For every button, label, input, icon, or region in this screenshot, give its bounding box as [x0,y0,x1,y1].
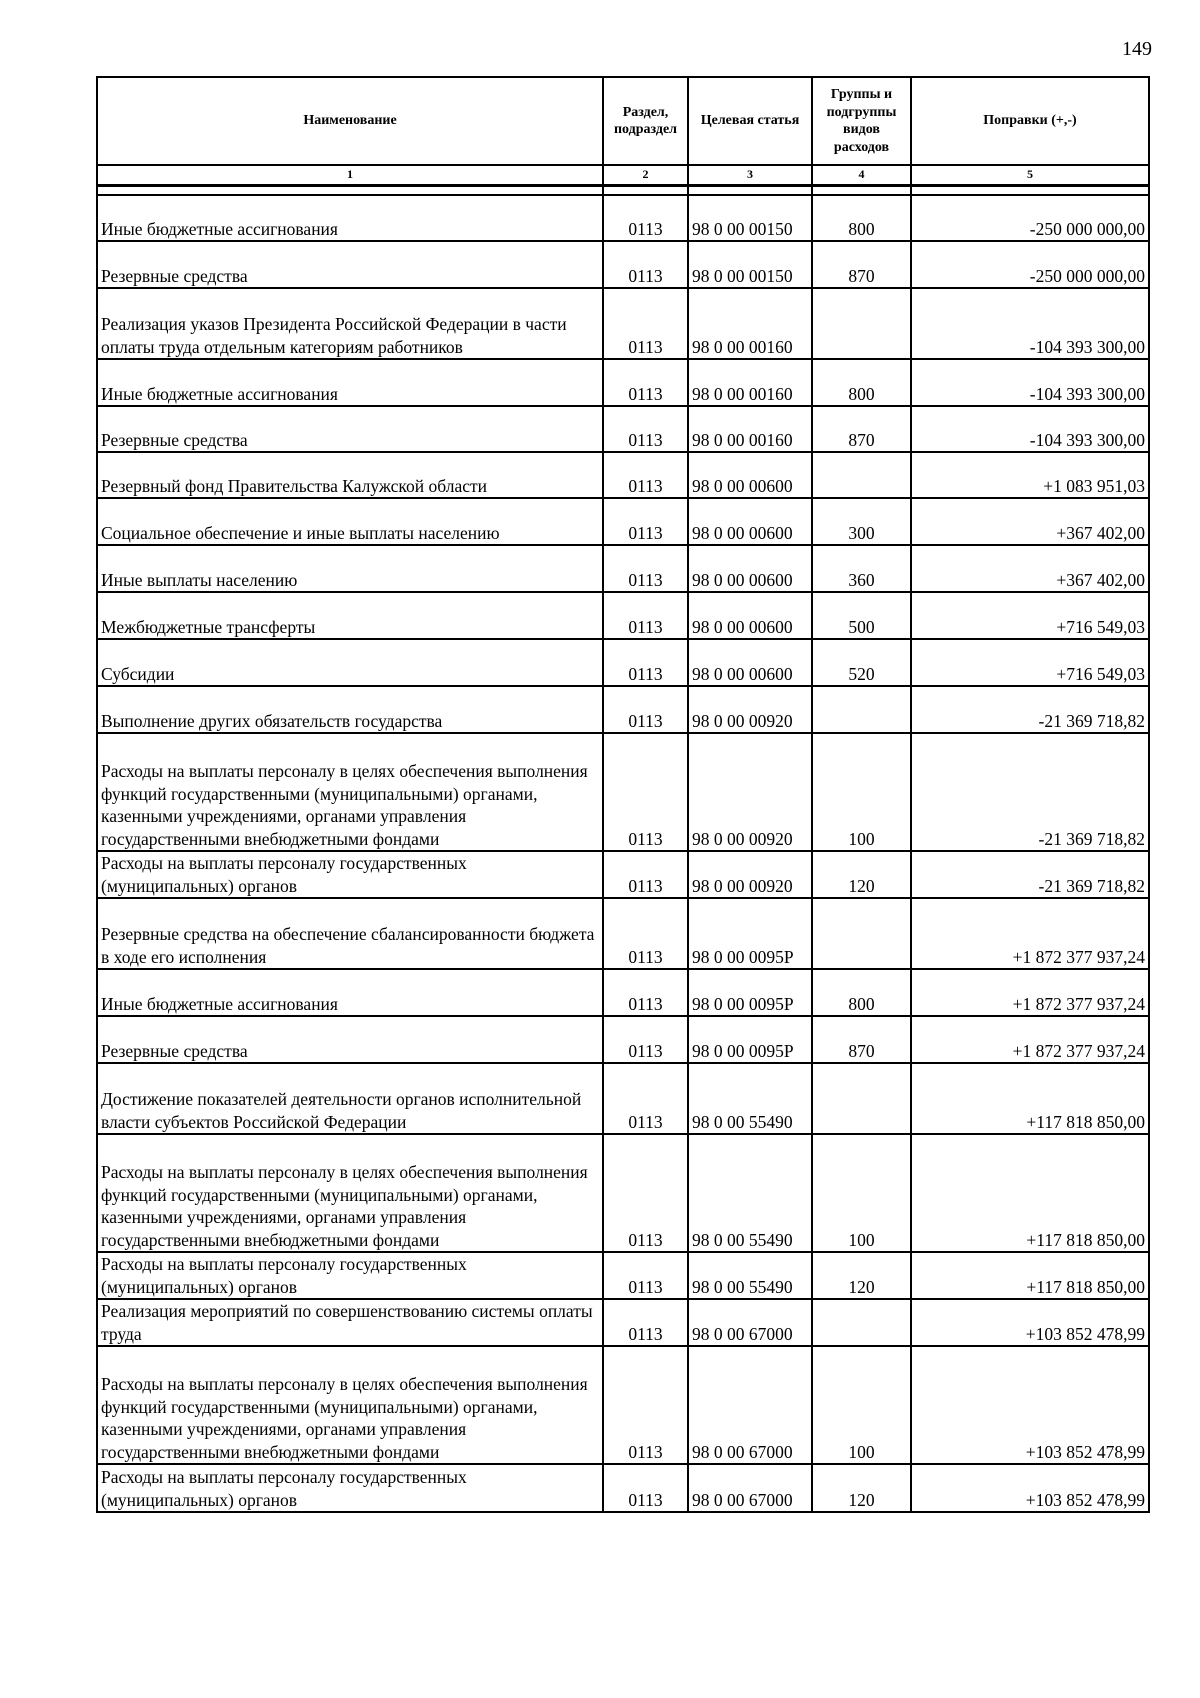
cell-name: Выполнение других обязательств государства [97,686,603,733]
table-row [97,686,1149,733]
cell-section: 0113 [603,639,688,686]
cell-expense-group: 520 [812,639,911,686]
cell-amount: +1 083 951,03 [911,452,1149,498]
cell-amount: +117 818 850,00 [911,1134,1149,1252]
table-row [97,851,1149,898]
cell-section: 0113 [603,1252,688,1299]
cell-expense-group [812,288,911,359]
cell-target-article: 98 0 00 00150 [688,195,812,241]
cell-amount: +367 402,00 [911,498,1149,545]
cell-expense-group [812,1063,911,1134]
table-row [97,1063,1149,1134]
header-target-article: Целевая статья [688,77,812,165]
cell-expense-group: 100 [812,733,911,851]
cell-amount: +1 872 377 937,24 [911,898,1149,969]
cell-expense-group: 870 [812,406,911,452]
cell-amount: +103 852 478,99 [911,1299,1149,1346]
cell-section: 0113 [603,241,688,288]
cell-section: 0113 [603,686,688,733]
table-row [97,359,1149,406]
cell-name: Резервный фонд Правительства Калужской области [97,452,603,498]
cell-target-article: 98 0 00 00160 [688,359,812,406]
table-row [97,1134,1149,1252]
cell-amount: +716 549,03 [911,592,1149,639]
cell-amount: +117 818 850,00 [911,1063,1149,1134]
spacer-cell [911,185,1149,195]
cell-amount: -21 369 718,82 [911,733,1149,851]
table-row [97,898,1149,969]
cell-target-article: 98 0 00 67000 [688,1346,812,1464]
cell-name: Иные бюджетные ассигнования [97,969,603,1016]
cell-expense-group: 870 [812,1016,911,1063]
cell-expense-group: 120 [812,851,911,898]
cell-expense-group: 800 [812,969,911,1016]
cell-target-article: 98 0 00 00600 [688,639,812,686]
cell-target-article: 98 0 00 00920 [688,686,812,733]
cell-amount: -250 000 000,00 [911,241,1149,288]
cell-name: Субсидии [97,639,603,686]
cell-name: Иные бюджетные ассигнования [97,359,603,406]
cell-name: Расходы на выплаты персоналу в целях обеспечения выполнения функций государственными (муниципальными) органами, казенными учреждениями, органами управления государственными внебюджетными фондами [97,1134,603,1252]
cell-name: Резервные средства [97,1016,603,1063]
cell-expense-group: 120 [812,1252,911,1299]
column-number: 1 [97,165,603,185]
table-row [97,195,1149,241]
cell-name: Межбюджетные трансферты [97,592,603,639]
header-expense-groups: Группы и подгруппы видов расходов [812,77,911,165]
cell-expense-group [812,452,911,498]
cell-section: 0113 [603,452,688,498]
header-name: Наименование [97,77,603,165]
table-row [97,1346,1149,1464]
cell-expense-group [812,686,911,733]
spacer-cell [688,185,812,195]
cell-expense-group: 800 [812,195,911,241]
column-number: 2 [603,165,688,185]
cell-target-article: 98 0 00 00160 [688,406,812,452]
cell-amount: +103 852 478,99 [911,1464,1149,1512]
table-row [97,733,1149,851]
cell-amount: -21 369 718,82 [911,686,1149,733]
cell-name: Расходы на выплаты персоналу государственных (муниципальных) органов [97,851,603,898]
cell-target-article: 98 0 00 00920 [688,733,812,851]
cell-amount: +103 852 478,99 [911,1346,1149,1464]
cell-target-article: 98 0 00 00600 [688,452,812,498]
table-row [97,288,1149,359]
table-row [97,1016,1149,1063]
table-body [97,195,1149,1512]
cell-target-article: 98 0 00 67000 [688,1299,812,1346]
cell-section: 0113 [603,1464,688,1512]
cell-amount: -104 393 300,00 [911,406,1149,452]
header-row [97,77,1149,165]
cell-amount: +367 402,00 [911,545,1149,592]
cell-amount: -250 000 000,00 [911,195,1149,241]
cell-target-article: 98 0 00 00600 [688,498,812,545]
table-row [97,545,1149,592]
spacer-cell [97,185,603,195]
header-spacer-row [97,185,1149,195]
cell-section: 0113 [603,851,688,898]
cell-expense-group: 800 [812,359,911,406]
cell-amount: +1 872 377 937,24 [911,1016,1149,1063]
cell-expense-group: 100 [812,1134,911,1252]
cell-target-article: 98 0 00 00160 [688,288,812,359]
page-number: 149 [1122,38,1152,60]
cell-section: 0113 [603,195,688,241]
cell-name: Расходы на выплаты персоналу государственных (муниципальных) органов [97,1464,603,1512]
cell-section: 0113 [603,898,688,969]
cell-expense-group [812,898,911,969]
header-amendments: Поправки (+,-) [911,77,1149,165]
cell-name: Резервные средства [97,241,603,288]
cell-section: 0113 [603,498,688,545]
cell-amount: +716 549,03 [911,639,1149,686]
cell-expense-group: 500 [812,592,911,639]
cell-section: 0113 [603,969,688,1016]
cell-name: Расходы на выплаты персоналу в целях обеспечения выполнения функций государственными (муниципальными) органами, казенными учреждениями, органами управления государственными внебюджетными фондами [97,1346,603,1464]
cell-section: 0113 [603,1016,688,1063]
cell-section: 0113 [603,733,688,851]
table-row [97,592,1149,639]
table-row [97,1464,1149,1512]
table-row [97,1252,1149,1299]
cell-name: Социальное обеспечение и иные выплаты населению [97,498,603,545]
cell-section: 0113 [603,545,688,592]
cell-target-article: 98 0 00 0095Р [688,1016,812,1063]
cell-target-article: 98 0 00 00920 [688,851,812,898]
column-number: 4 [812,165,911,185]
cell-amount: -104 393 300,00 [911,288,1149,359]
budget-amendments-table [96,76,1150,1513]
table-row [97,452,1149,498]
cell-section: 0113 [603,1346,688,1464]
cell-target-article: 98 0 00 55490 [688,1252,812,1299]
cell-section: 0113 [603,359,688,406]
cell-name: Реализация указов Президента Российской Федерации в части оплаты труда отдельным категориям работников [97,288,603,359]
cell-target-article: 98 0 00 0095Р [688,898,812,969]
spacer-cell [603,185,688,195]
column-number-row [97,165,1149,185]
cell-expense-group: 870 [812,241,911,288]
cell-target-article: 98 0 00 00600 [688,545,812,592]
cell-target-article: 98 0 00 0095Р [688,969,812,1016]
table-row [97,969,1149,1016]
cell-name: Расходы на выплаты персоналу в целях обеспечения выполнения функций государственными (муниципальными) органами, казенными учреждениями, органами управления государственными внебюджетными фондами [97,733,603,851]
cell-target-article: 98 0 00 55490 [688,1134,812,1252]
cell-expense-group: 360 [812,545,911,592]
cell-name: Достижение показателей деятельности органов исполнительной власти субъектов Российской Федерации [97,1063,603,1134]
cell-name: Реализация мероприятий по совершенствованию системы оплаты труда [97,1299,603,1346]
cell-amount: -21 369 718,82 [911,851,1149,898]
cell-target-article: 98 0 00 67000 [688,1464,812,1512]
table-row [97,639,1149,686]
table-row [97,498,1149,545]
header-section: Раздел, подраздел [603,77,688,165]
spacer-cell [812,185,911,195]
cell-section: 0113 [603,406,688,452]
table-row [97,406,1149,452]
cell-expense-group: 120 [812,1464,911,1512]
cell-section: 0113 [603,288,688,359]
cell-expense-group [812,1299,911,1346]
cell-amount: -104 393 300,00 [911,359,1149,406]
cell-name: Иные выплаты населению [97,545,603,592]
cell-target-article: 98 0 00 00150 [688,241,812,288]
cell-amount: +117 818 850,00 [911,1252,1149,1299]
cell-expense-group: 300 [812,498,911,545]
cell-target-article: 98 0 00 00600 [688,592,812,639]
cell-section: 0113 [603,1134,688,1252]
cell-expense-group: 100 [812,1346,911,1464]
cell-name: Иные бюджетные ассигнования [97,195,603,241]
column-number: 3 [688,165,812,185]
table-row [97,1299,1149,1346]
column-number: 5 [911,165,1149,185]
cell-target-article: 98 0 00 55490 [688,1063,812,1134]
cell-section: 0113 [603,1063,688,1134]
cell-name: Расходы на выплаты персоналу государственных (муниципальных) органов [97,1252,603,1299]
table-row [97,241,1149,288]
cell-name: Резервные средства [97,406,603,452]
cell-section: 0113 [603,592,688,639]
cell-name: Резервные средства на обеспечение сбалансированности бюджета в ходе его исполнения [97,898,603,969]
cell-section: 0113 [603,1299,688,1346]
cell-amount: +1 872 377 937,24 [911,969,1149,1016]
